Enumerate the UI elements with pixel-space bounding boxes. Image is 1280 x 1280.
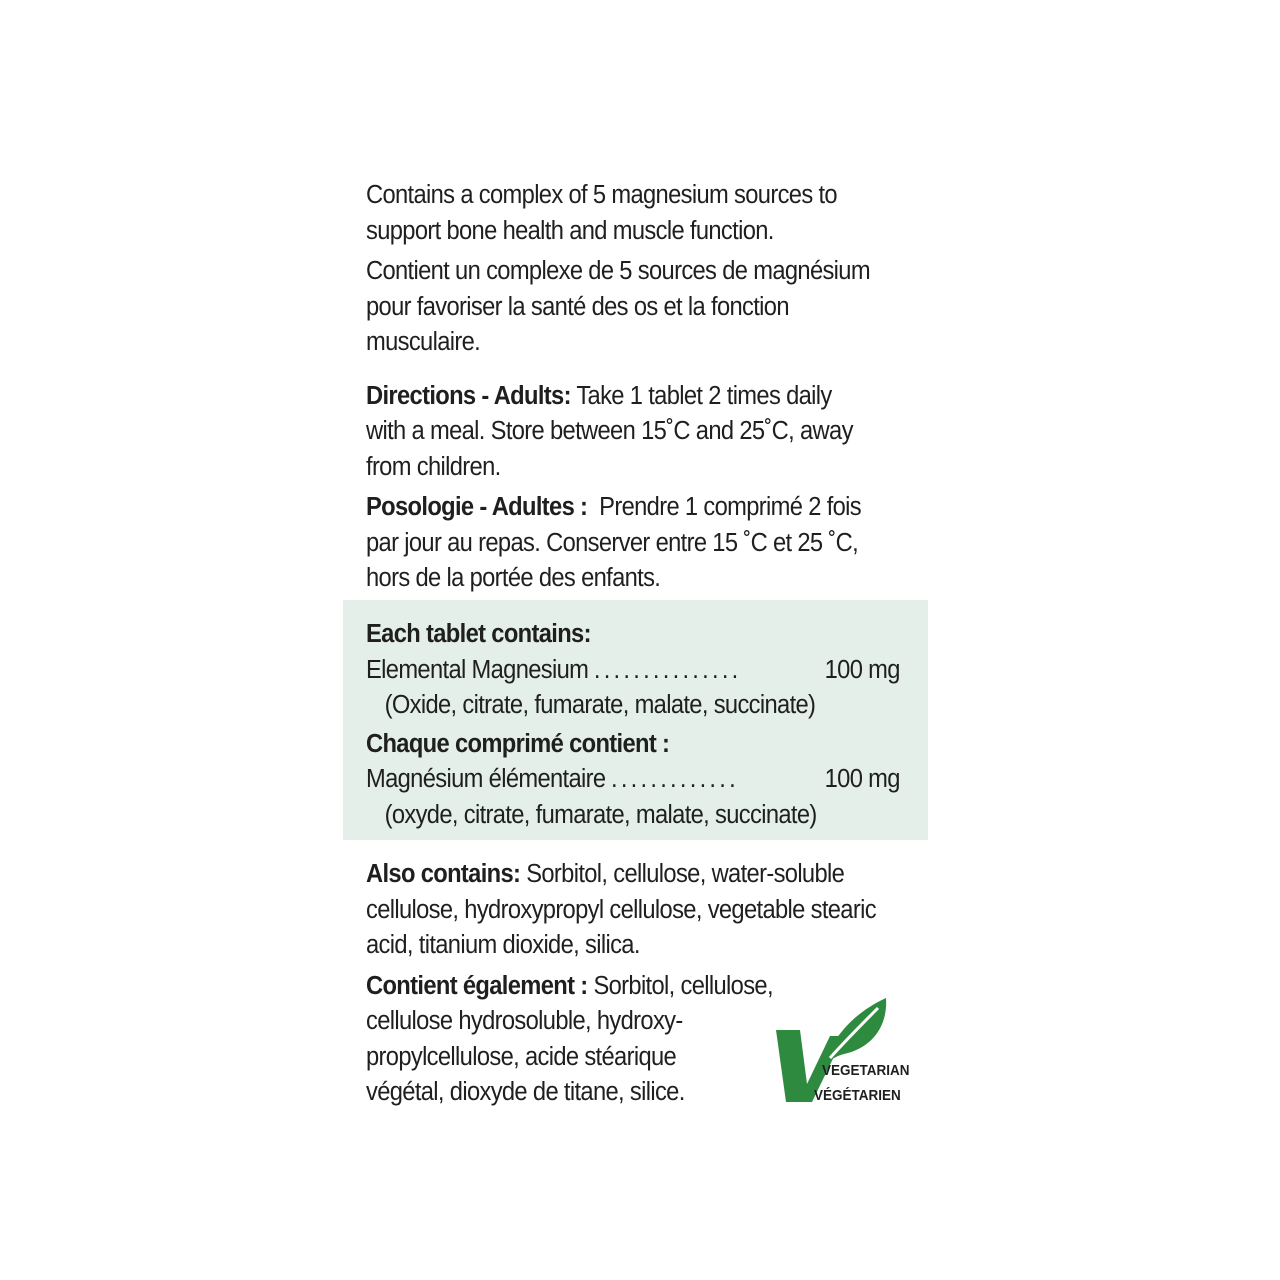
label-upper-text	[366, 178, 873, 597]
badge-text-en: VEGETARIAN	[822, 1062, 910, 1079]
other-ingredients-fr-text-line1: Sorbitol, cellulose,	[587, 971, 773, 1000]
composition-content	[366, 617, 905, 833]
directions-en	[366, 379, 873, 486]
directions-fr-text: Prendre 1 comprimé 2 fois par jour au repas. Conserver entre 15 ˚C et 25 ˚C, hors de la portée des enfants.	[366, 493, 867, 592]
composition-heading-en-text: Each tablet contains:	[366, 620, 591, 648]
composition-heading-en	[366, 617, 905, 653]
composition-heading-fr-text: Chaque comprimé contient :	[366, 729, 670, 758]
other-ingredients-en-text: Sorbitol, cellulose, water-soluble cellulose, hydroxypropyl cellulose, vegetable stearic acid, titanium dioxide, silica.	[366, 860, 876, 959]
ingredient-amount-en: 100 mg	[824, 655, 900, 684]
directions-fr	[366, 490, 873, 597]
leader-dots-en: ...............	[593, 655, 742, 684]
leader-dots-fr: .............	[610, 765, 739, 793]
ingredient-sources-en: (Oxide, citrate, fumarate, malate, succinate)	[384, 691, 816, 719]
directions-en-label: Directions - Adults:	[366, 381, 571, 410]
intro-fr: Contient un complexe de 5 sources de magnésium pour favoriser la santé des os et la fonction musculaire.	[366, 257, 870, 356]
ingredient-sources-fr: (oxyde, citrate, fumarate, malate, succinate)	[384, 800, 817, 829]
directions-en-text: Take 1 tablet 2 times daily with a meal. Store between 15˚C and 25˚C, away from children.	[366, 381, 853, 481]
other-ingredients-en-label: Also contains:	[366, 860, 521, 888]
ingredient-row-fr	[366, 762, 900, 798]
ingredient-amount-fr: 100 mg	[824, 765, 900, 793]
ingredient-row-en	[366, 653, 900, 689]
badge-text-fr: VÉGÉTARIEN	[814, 1087, 901, 1104]
other-ingredients-en	[366, 857, 905, 964]
composition-heading-fr	[366, 727, 905, 763]
ingredient-name-fr: Magnésium élémentaire	[366, 765, 606, 793]
other-ingredients-fr-label: Contient également :	[366, 971, 588, 1000]
directions-fr-label: Posologie - Adultes :	[366, 493, 588, 521]
other-ingredients-fr-rest: cellulose hydrosoluble, hydroxy-propylcellulose, acide stéarique végétal, dioxyde de titane, silice.	[366, 1007, 685, 1106]
ingredient-name-en: Elemental Magnesium	[366, 655, 589, 684]
intro-en: Contains a complex of 5 magnesium sources to support bone health and muscle function.	[366, 181, 837, 245]
